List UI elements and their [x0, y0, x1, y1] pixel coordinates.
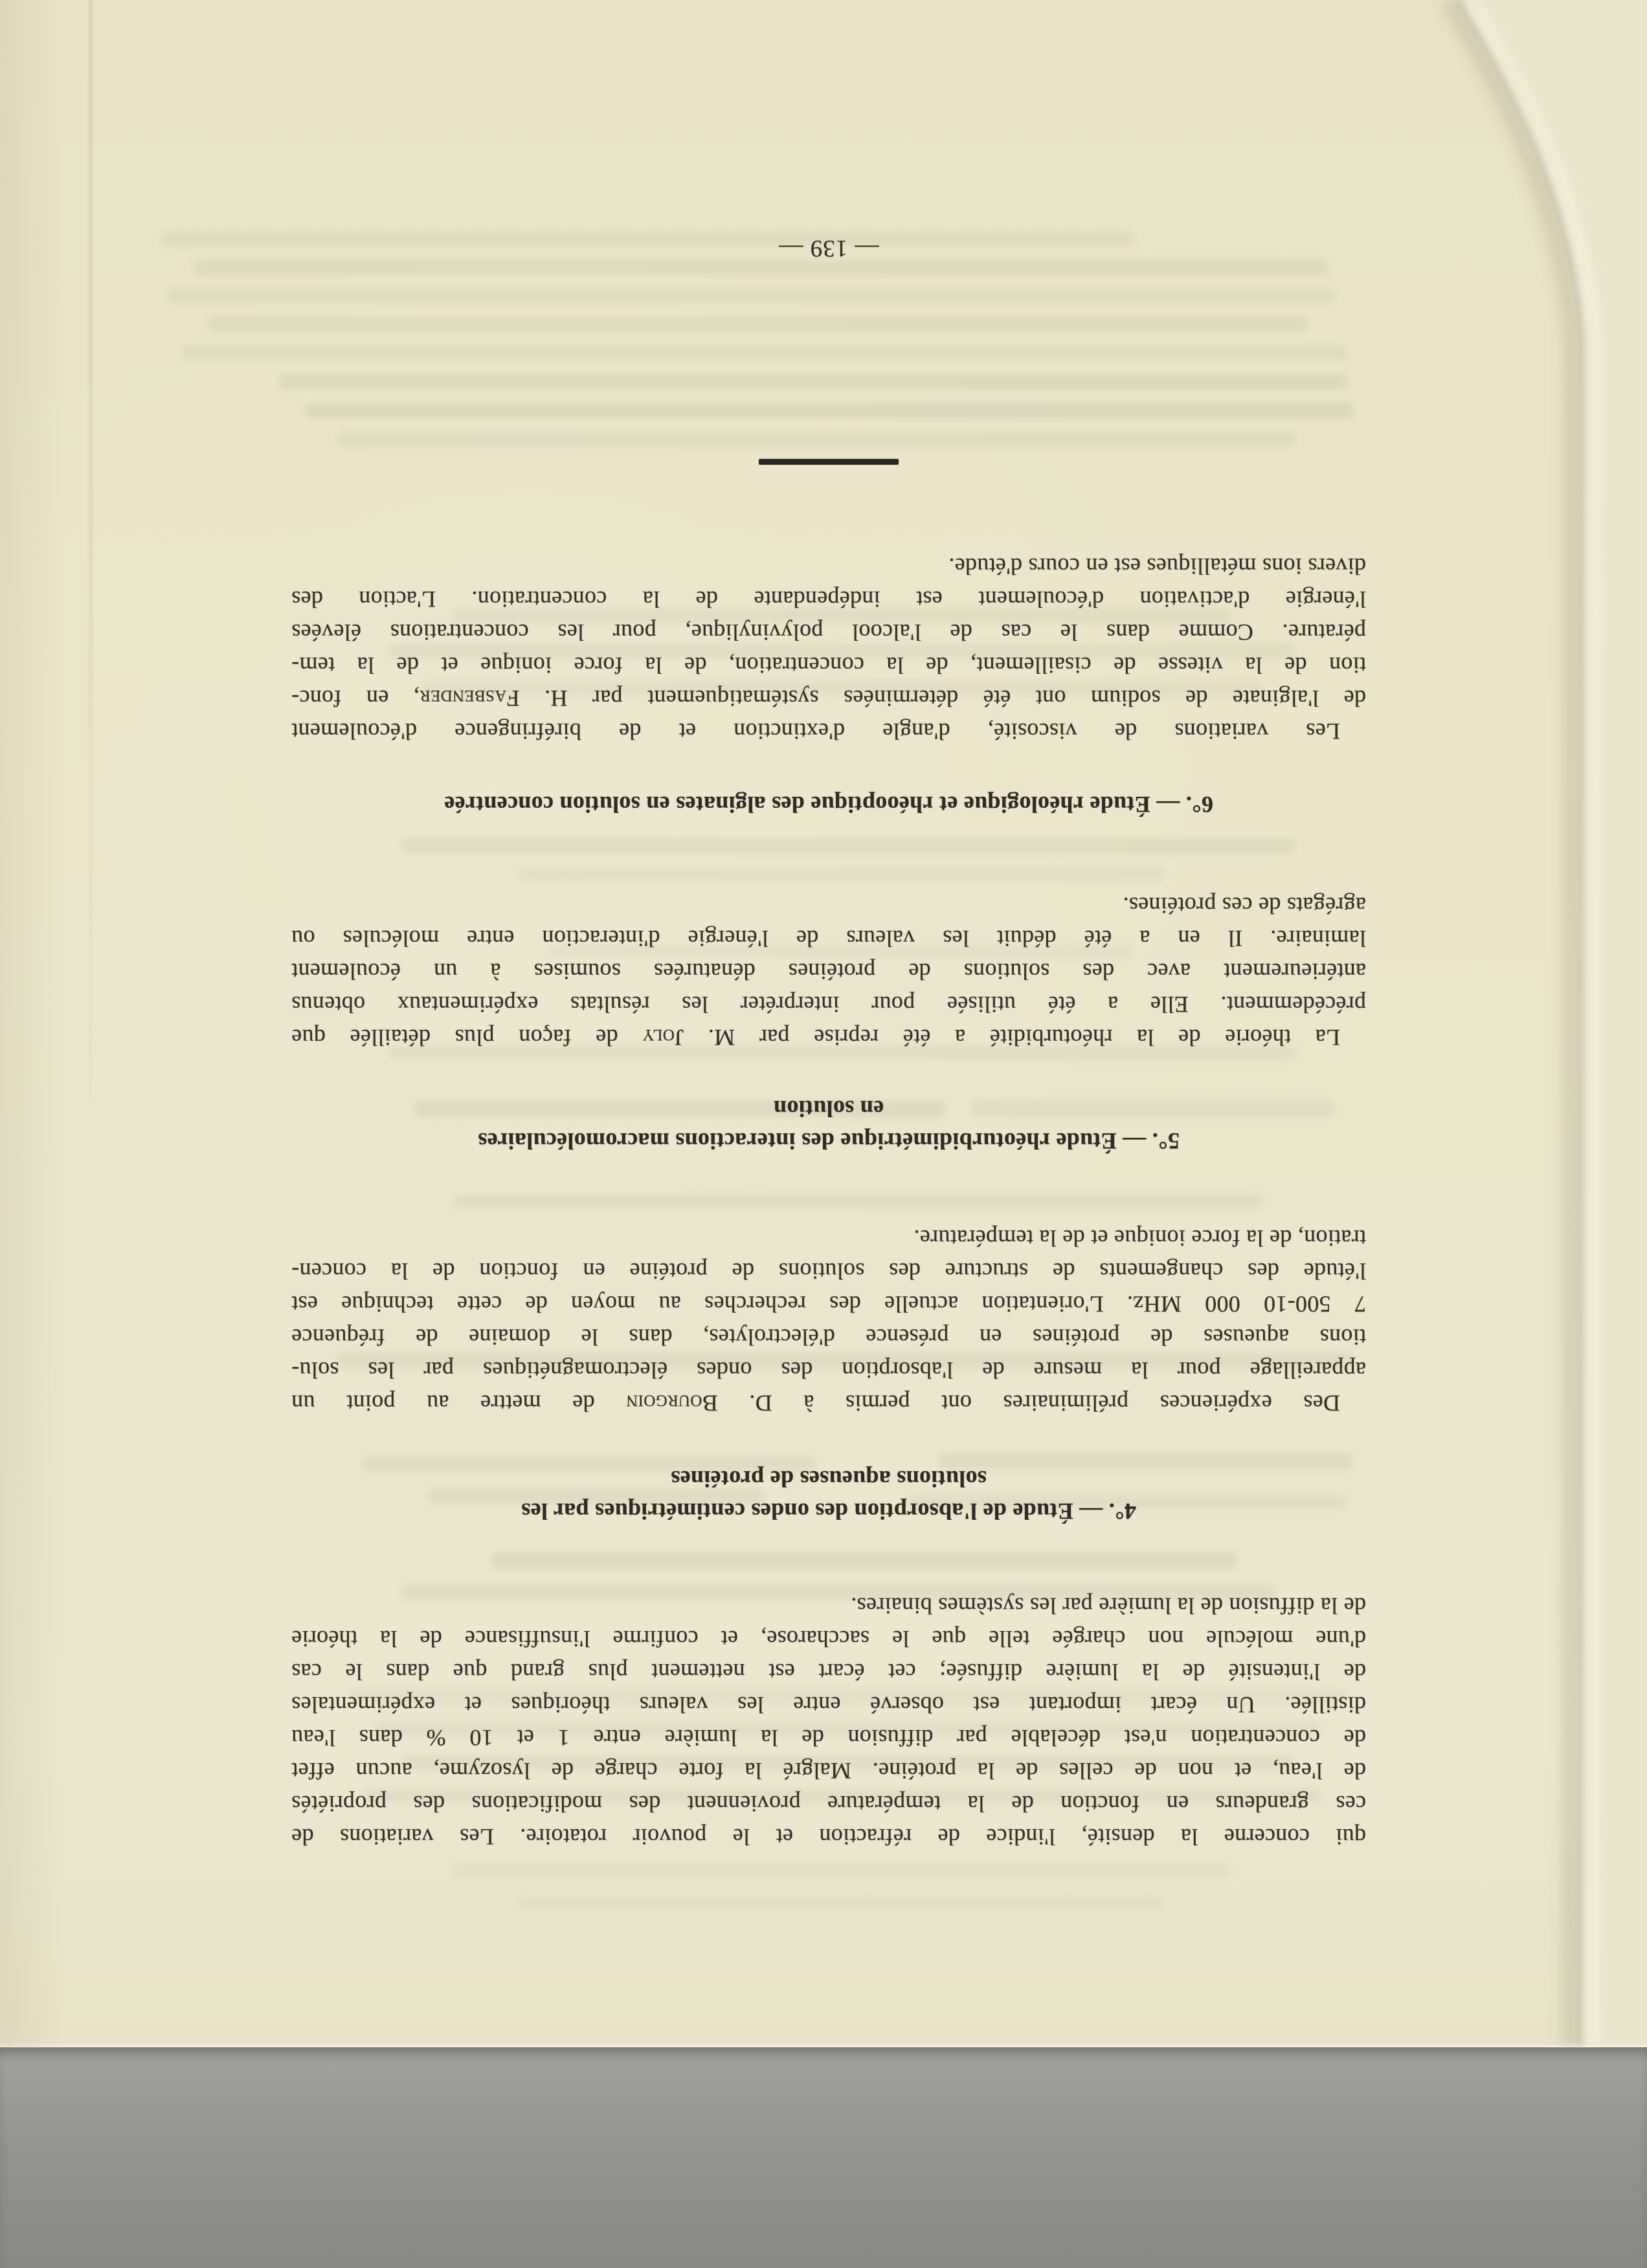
text-line: qui concerne la densité, l'indice de réfraction et le pouvoir rotatoire. Les variations de: [291, 1824, 1366, 1850]
paragraph: [291, 889, 1366, 1054]
section-heading: [291, 1093, 1366, 1157]
text-line: de la diffusion de la lumière par les systèmes binaires.: [851, 1593, 1366, 1619]
page-number: — 139 —: [778, 235, 879, 261]
paragraph: [291, 1221, 1366, 1419]
text-line: d'une molécule non chargée telle que le saccharose, et confirme l'insuffisance de la théorie: [291, 1626, 1366, 1652]
text-line: Des expériences préliminaires ont permis à D. Bourgoin de mettre au point un: [291, 1390, 1340, 1416]
text-line: tion de la vitesse de cisaillement, de la concentration, de la force ionique et de la tem-: [291, 652, 1366, 678]
text-line: antérieurement avec des solutions de protéines dénaturées soumises à un écoulement: [291, 959, 1366, 984]
text-line: de l'alginate de sodium ont été déterminées systématiquement par H. Fasbender, en fonc-: [291, 685, 1366, 711]
paragraph: [291, 1589, 1366, 1853]
text-line: pérature. Comme dans le cas de l'alcool polyvinylique, pour les concentrations élevées: [291, 619, 1366, 645]
text-line: La théorie de la rhéoturbidité a été reprise par M. Joly de façon plus détaillée que: [291, 1025, 1340, 1051]
text-line: agrégats de ces protéines.: [1123, 893, 1366, 918]
section-heading: [291, 1463, 1366, 1528]
text-line: précédemment. Elle a été utilisée pour interpréter les résultats expérimentaux obtenus: [291, 992, 1366, 1017]
text-line: laminaire. Il en a été déduit les valeurs de l'énergie d'interaction entre molécules ou: [291, 926, 1366, 951]
text-line: 6°. — Étude rhéologique et rhéooptique des alginates en solution concentrée: [444, 792, 1213, 817]
scanner-bed-background: [0, 2047, 1647, 2268]
section-heading: [291, 788, 1366, 821]
text-line: tration, de la force ionique et de la température.: [913, 1225, 1366, 1251]
text-line: ces grandeurs en fonction de la température proviennent des modifications des propriétés: [291, 1791, 1366, 1817]
text-line: 4°. — Étude de l'absorption des ondes centimétriques par les: [521, 1498, 1136, 1524]
text-line: appareillage pour la mesure de l'absorption des ondes électromagnétiques par les solu-: [291, 1357, 1366, 1383]
separator-rule: [759, 459, 899, 465]
text-line: en solution: [773, 1096, 884, 1122]
text-line: solutions aqueuses de protéines: [671, 1466, 987, 1492]
text-line: de l'eau, et non de celles de la protéine. Malgré la forte charge de lysozyme, aucun effet: [291, 1758, 1366, 1784]
text-line: 7 500-10 000 MHz. L'orientation actuelle des recherches au moyen de cette technique est: [291, 1291, 1366, 1317]
text-line: 5°. — Étude rhéoturbidimétrique des interactions macromoléculaires: [478, 1128, 1180, 1154]
text-line: divers ions métalliques est en cours d'étude.: [948, 553, 1366, 579]
text-line: distillée. Un écart important est observé entre les valeurs théoriques et expérimentales: [291, 1692, 1366, 1718]
text-line: de concentration n'est décelable par diffusion de la lumière entre 1 et 10 % dans l'eau: [291, 1725, 1366, 1751]
text-line: l'énergie d'activation d'écoulement est indépendante de la concentration. L'action des: [291, 586, 1366, 612]
text-line: Les variations de viscosité, d'angle d'extinction et de biréfringence d'écoulement: [291, 718, 1340, 744]
text-line: de l'intensité de la lumière diffusée; cet écart est nettement plus grand que dans le cas: [291, 1659, 1366, 1685]
text-line: l'étude des changements de structure des solutions de protéine en fonction de la concen-: [291, 1258, 1366, 1284]
paragraph: [291, 550, 1366, 748]
text-line: tions aqueuses de protéines en présence d'électrolytes, dans le domaine de fréquence: [291, 1324, 1366, 1350]
